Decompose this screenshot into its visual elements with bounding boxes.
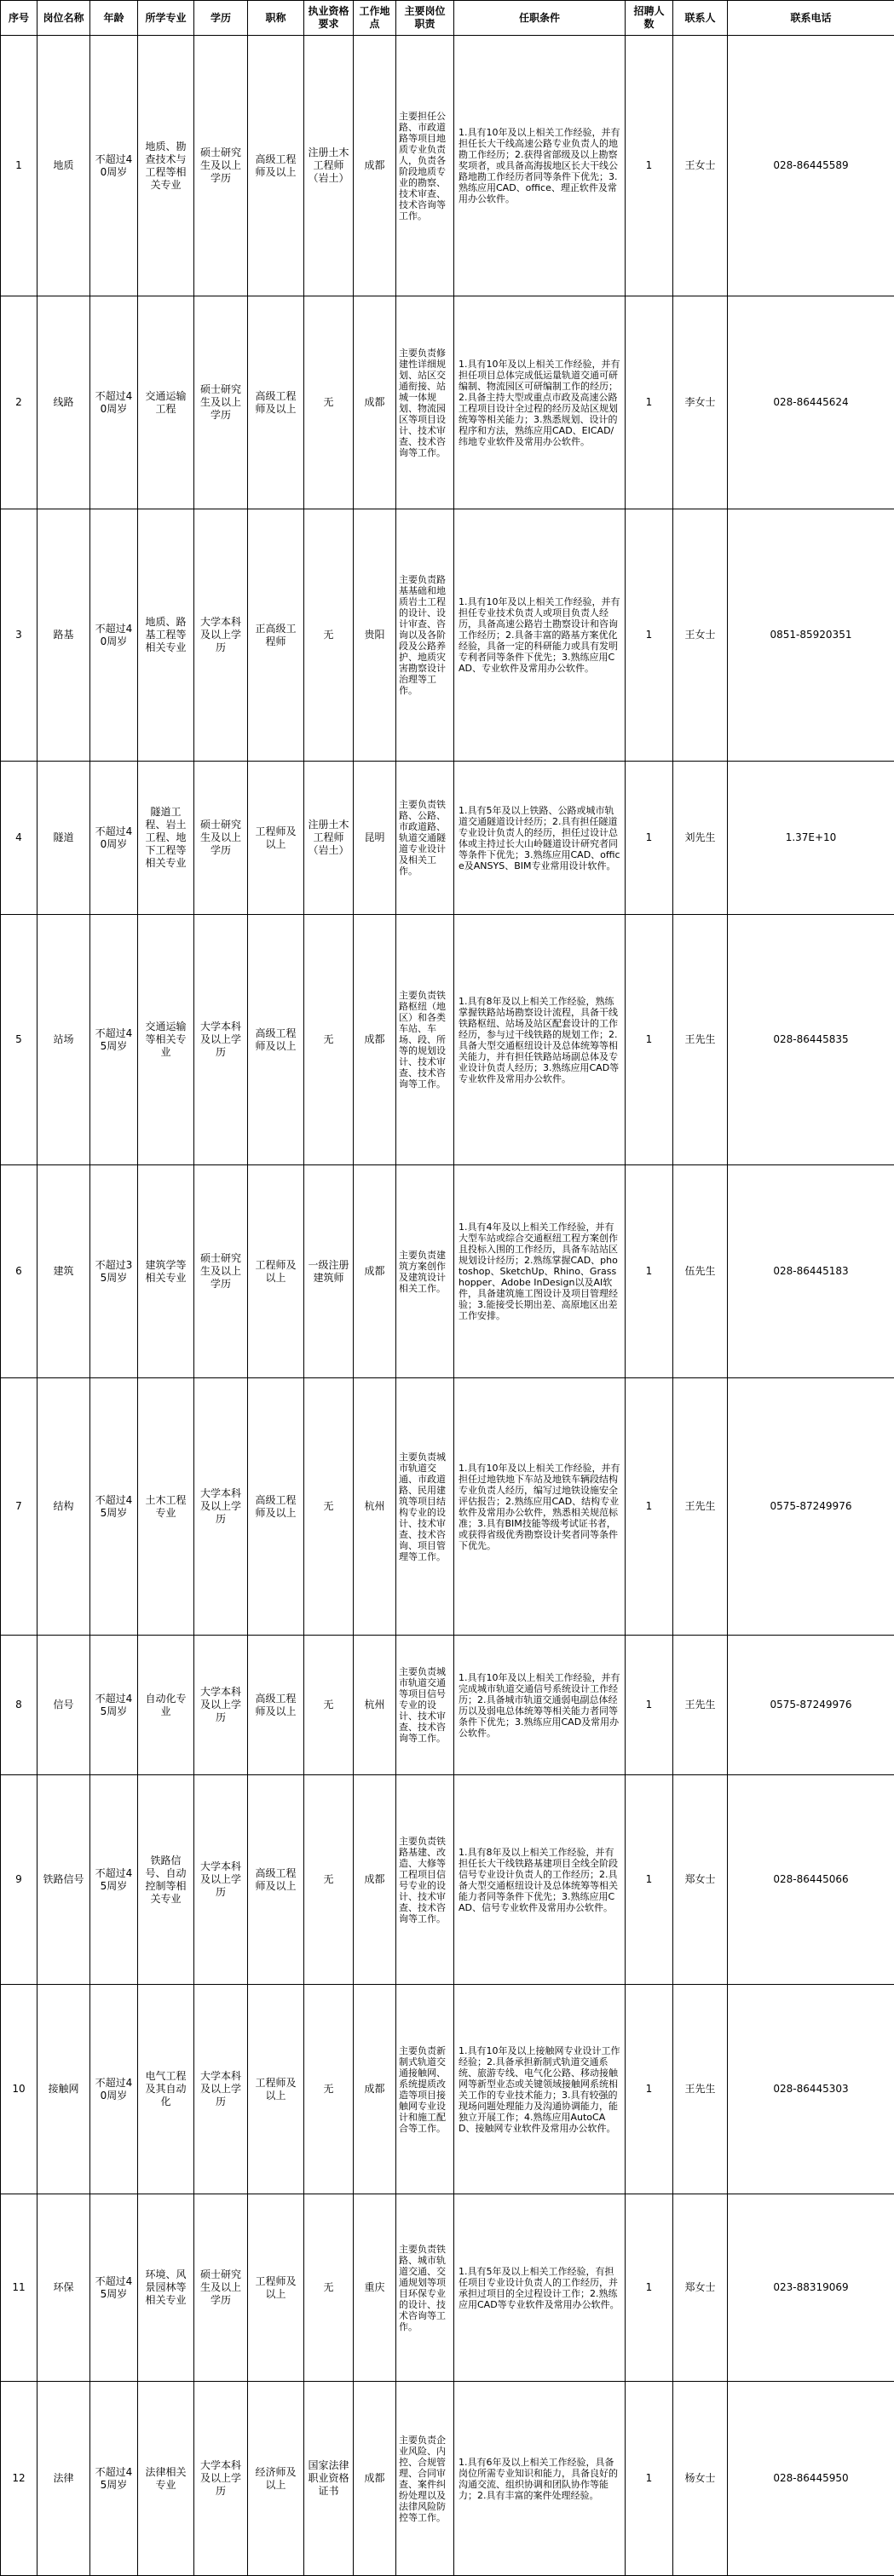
cell-contact-phone: 028-86445950 bbox=[728, 2382, 894, 2576]
cell-row-number: 12 bbox=[1, 2382, 37, 2576]
header-age: 年龄 bbox=[90, 1, 138, 36]
cell-age-limit: 不超过40周岁 bbox=[90, 762, 138, 915]
cell-qualification: 无 bbox=[304, 915, 354, 1165]
cell-qualification: 无 bbox=[304, 1985, 354, 2194]
cell-contact-phone: 0851-85920351 bbox=[728, 509, 894, 762]
header-title: 职称 bbox=[248, 1, 304, 36]
cell-headcount: 1 bbox=[626, 762, 673, 915]
cell-contact-phone: 028-86445624 bbox=[728, 296, 894, 509]
cell-requirements: 1.具有10年及以上相关工作经验，并有完成城市轨道交通信号系统设计工作经历；2.具备城市轨道交通弱电副总体经历以及弱电总体统筹等相关能力者同等条件下优先；3.熟练应用CAD及常用办公软件。 bbox=[454, 1636, 626, 1775]
table-row bbox=[1, 36, 894, 296]
cell-headcount: 1 bbox=[626, 2382, 673, 2576]
cell-work-location: 杭州 bbox=[354, 1378, 396, 1636]
cell-education: 硕士研究生及以上学历 bbox=[194, 296, 248, 509]
cell-post-name: 铁路信号 bbox=[37, 1775, 90, 1985]
cell-work-location: 昆明 bbox=[354, 762, 396, 915]
cell-post-name: 隧道 bbox=[37, 762, 90, 915]
cell-work-location: 杭州 bbox=[354, 1636, 396, 1775]
cell-contact-person: 杨女士 bbox=[673, 2382, 728, 2576]
cell-work-location: 成都 bbox=[354, 296, 396, 509]
cell-contact-phone: 1.37E+10 bbox=[728, 762, 894, 915]
cell-work-location: 重庆 bbox=[354, 2194, 396, 2382]
cell-age-limit: 不超过40周岁 bbox=[90, 1985, 138, 2194]
cell-qualification: 一级注册建筑师 bbox=[304, 1165, 354, 1378]
cell-duty: 主要负责铁路枢纽（地区）和各类车站、车场、段、所等的规划设计、技术审查、技术咨询等工作。 bbox=[396, 915, 454, 1165]
cell-education: 大学本科及以上学历 bbox=[194, 915, 248, 1165]
table-row bbox=[1, 2194, 894, 2382]
cell-post-name: 法律 bbox=[37, 2382, 90, 2576]
cell-headcount: 1 bbox=[626, 915, 673, 1165]
cell-contact-person: 郑女士 bbox=[673, 2194, 728, 2382]
cell-qualification: 无 bbox=[304, 1378, 354, 1636]
header-cert: 执业资格要求 bbox=[304, 1, 354, 36]
cell-professional-title: 高级工程师及以上 bbox=[248, 915, 304, 1165]
cell-major: 交通运输工程 bbox=[138, 296, 194, 509]
cell-headcount: 1 bbox=[626, 296, 673, 509]
cell-age-limit: 不超过45周岁 bbox=[90, 1378, 138, 1636]
cell-work-location: 成都 bbox=[354, 2382, 396, 2576]
cell-headcount: 1 bbox=[626, 509, 673, 762]
header-place: 工作地点 bbox=[354, 1, 396, 36]
header-num: 招聘人数 bbox=[626, 1, 673, 36]
cell-headcount: 1 bbox=[626, 1165, 673, 1378]
cell-duty: 主要负责新制式轨道交通接触网、系统提质改造等项目接触网专业设计和施工配合等工作。 bbox=[396, 1985, 454, 2194]
cell-major: 建筑学等相关专业 bbox=[138, 1165, 194, 1378]
cell-qualification: 无 bbox=[304, 509, 354, 762]
cell-professional-title: 工程师及以上 bbox=[248, 762, 304, 915]
cell-education: 大学本科及以上学历 bbox=[194, 2382, 248, 2576]
cell-contact-phone: 0575-87249976 bbox=[728, 1378, 894, 1636]
cell-headcount: 1 bbox=[626, 1775, 673, 1985]
cell-major: 隧道工程、岩土工程、地下工程等相关专业 bbox=[138, 762, 194, 915]
cell-requirements: 1.具有8年及以上相关工作经验，熟练掌握铁路站场勘察设计流程，具备干线铁路枢纽、站场及站区配套设计的工作经历，参与过干线铁路的规划工作；2.具备大型交通枢纽设计及总体统筹等相关能力，并有担任铁路站场副总体及专业设计负责人经历；3.熟练应用CAD等专业软件及常用办公软件。 bbox=[454, 915, 626, 1165]
cell-duty: 主要负责路基基础和地质岩土工程的设计、设计审查、咨询以及各阶段及公路养护、地质灾害勘察设计治理等工作。 bbox=[396, 509, 454, 762]
table-row bbox=[1, 509, 894, 762]
cell-professional-title: 正高级工程师 bbox=[248, 509, 304, 762]
cell-education: 硕士研究生及以上学历 bbox=[194, 1165, 248, 1378]
cell-contact-person: 王先生 bbox=[673, 1985, 728, 2194]
header-phone: 联系电话 bbox=[728, 1, 894, 36]
cell-education: 大学本科及以上学历 bbox=[194, 1636, 248, 1775]
cell-requirements: 1.具有5年及以上相关工作经验，有担任项目专业设计负责人的工作经历，并承担过项目的全过程设计工作；2.熟练应用CAD等专业软件及常用办公软件。 bbox=[454, 2194, 626, 2382]
cell-row-number: 11 bbox=[1, 2194, 37, 2382]
cell-contact-person: 王先生 bbox=[673, 915, 728, 1165]
cell-age-limit: 不超过35周岁 bbox=[90, 1165, 138, 1378]
cell-requirements: 1.具有4年及以上相关工作经验，并有大型车站或综合交通枢纽工程方案创作且投标入围的工作经历，具备车站站区规划设计经历；2.熟练掌握CAD、photoshop、SketchUp、Rhino、Grasshopper、Adobe InDesign以及AI软件，具备建筑施工图设计及项目管理经验；3.能接受长期出差、高原地区出差工作安排。 bbox=[454, 1165, 626, 1378]
cell-professional-title: 高级工程师及以上 bbox=[248, 1636, 304, 1775]
cell-duty: 主要负责企业风险、内控、合规管理、合同审查、案件纠纷处理以及法律风险防控等工作。 bbox=[396, 2382, 454, 2576]
cell-contact-phone: 0575-87249976 bbox=[728, 1636, 894, 1775]
header-row bbox=[1, 1, 894, 36]
table-row bbox=[1, 1165, 894, 1378]
cell-major: 地质、勘查技术与工程等相关专业 bbox=[138, 36, 194, 296]
table-row bbox=[1, 1775, 894, 1985]
cell-post-name: 信号 bbox=[37, 1636, 90, 1775]
cell-contact-phone: 028-86445303 bbox=[728, 1985, 894, 2194]
cell-requirements: 1.具有10年及以上相关工作经验，并有担任长大干线高速公路专业负责人的地勘工作经历；2.获得省部级及以上勘察奖项者，或具备高海拔地区长大干线公路地勘工作经历者同等条件下优先；3.熟练应用CAD、office、理正软件及常用办公软件。 bbox=[454, 36, 626, 296]
cell-work-location: 成都 bbox=[354, 915, 396, 1165]
cell-post-name: 线路 bbox=[37, 296, 90, 509]
cell-major: 地质、路基工程等相关专业 bbox=[138, 509, 194, 762]
cell-row-number: 5 bbox=[1, 915, 37, 1165]
cell-professional-title: 工程师及以上 bbox=[248, 2194, 304, 2382]
cell-age-limit: 不超过40周岁 bbox=[90, 36, 138, 296]
cell-headcount: 1 bbox=[626, 1636, 673, 1775]
cell-qualification: 无 bbox=[304, 1775, 354, 1985]
cell-major: 土木工程专业 bbox=[138, 1378, 194, 1636]
cell-contact-phone: 028-86445835 bbox=[728, 915, 894, 1165]
cell-duty: 主要负责铁路、城市轨道交通、交通规划等项目环保专业的设计、技术咨询等工作。 bbox=[396, 2194, 454, 2382]
cell-major: 电气工程及其自动化 bbox=[138, 1985, 194, 2194]
cell-major: 铁路信号、自动控制等相关专业 bbox=[138, 1775, 194, 1985]
cell-qualification: 注册土木工程师（岩土） bbox=[304, 36, 354, 296]
table-row bbox=[1, 296, 894, 509]
cell-age-limit: 不超过45周岁 bbox=[90, 2194, 138, 2382]
cell-headcount: 1 bbox=[626, 1985, 673, 2194]
cell-professional-title: 工程师及以上 bbox=[248, 1985, 304, 2194]
cell-post-name: 地质 bbox=[37, 36, 90, 296]
cell-professional-title: 高级工程师及以上 bbox=[248, 36, 304, 296]
header-req: 任职条件 bbox=[454, 1, 626, 36]
cell-contact-person: 王先生 bbox=[673, 1636, 728, 1775]
cell-post-name: 结构 bbox=[37, 1378, 90, 1636]
cell-major: 自动化专业 bbox=[138, 1636, 194, 1775]
cell-age-limit: 不超过45周岁 bbox=[90, 1775, 138, 1985]
cell-duty: 主要负责修建性详细规划、站区交通衔接、站城一体规划、物流园区等项目设计、技术审查、技术咨询等工作。 bbox=[396, 296, 454, 509]
header-duty: 主要岗位职责 bbox=[396, 1, 454, 36]
cell-requirements: 1.具有8年及以上相关工作经验，并有担任长大干线铁路基建项目全线全阶段信号专业设计负责人的工作经历；2.具备大型交通枢纽设计及总体统筹等相关能力者同等条件下优先；3.熟练应用CAD、信号专业软件及常用办公软件。 bbox=[454, 1775, 626, 1985]
header-post: 岗位名称 bbox=[37, 1, 90, 36]
cell-requirements: 1.具有10年及以上相关工作经验，并有担任项目总体完成低运量轨道交通可研编制、物流园区可研编制工作的经历；2.具备主持大型或重点市政及高速公路工程项目设计全过程的经历及站区规划统筹等相关能力；3.熟悉规划、设计的程序和方法，熟练应用CAD、EICAD/纬地专业软件及常用办公软件。 bbox=[454, 296, 626, 509]
cell-requirements: 1.具有10年及以上接触网专业设计工作经验；2.具备承担新制式轨道交通系统、旅游专线、电气化公路、移动接触网等新型业态或关键领域接触网系统相关工作的专业技术能力；3.具有较强的现场问题处理能力及沟通协调能力，能独立开展工作；4.熟练应用AutoCAD、接触网专业软件及常用办公软件。 bbox=[454, 1985, 626, 2194]
cell-duty: 主要负责城市轨道交通、市政道路、民用建筑等项目结构专业的设计、技术审查、技术咨询、项目管理等工作。 bbox=[396, 1378, 454, 1636]
cell-row-number: 7 bbox=[1, 1378, 37, 1636]
cell-major: 交通运输等相关专业 bbox=[138, 915, 194, 1165]
cell-row-number: 1 bbox=[1, 36, 37, 296]
table-row bbox=[1, 762, 894, 915]
cell-qualification: 注册土木工程师（岩土） bbox=[304, 762, 354, 915]
table-row bbox=[1, 1378, 894, 1636]
cell-post-name: 建筑 bbox=[37, 1165, 90, 1378]
cell-major: 环境、风景园林等相关专业 bbox=[138, 2194, 194, 2382]
cell-contact-person: 王先生 bbox=[673, 1378, 728, 1636]
cell-education: 大学本科及以上学历 bbox=[194, 1378, 248, 1636]
cell-duty: 主要负责城市轨道交通等项目信号专业的设计、技术审查、技术咨询等工作。 bbox=[396, 1636, 454, 1775]
cell-age-limit: 不超过45周岁 bbox=[90, 1636, 138, 1775]
cell-professional-title: 高级工程师及以上 bbox=[248, 1378, 304, 1636]
cell-qualification: 无 bbox=[304, 296, 354, 509]
cell-professional-title: 经济师及以上 bbox=[248, 2382, 304, 2576]
cell-education: 硕士研究生及以上学历 bbox=[194, 762, 248, 915]
cell-requirements: 1.具有10年及以上相关工作经验，并有担任专业技术负责人或项目负责人经历，具备高速公路岩土勘察设计和咨询工作经历；2.具备丰富的路基方案优化经验，具备一定的科研能力或具有发明专利者同等条件下优先；3.熟练应用CAD、专业软件及常用办公软件。 bbox=[454, 509, 626, 762]
cell-row-number: 8 bbox=[1, 1636, 37, 1775]
header-no: 序号 bbox=[1, 1, 37, 36]
cell-contact-person: 王女士 bbox=[673, 509, 728, 762]
cell-qualification: 国家法律职业资格证书 bbox=[304, 2382, 354, 2576]
cell-duty: 主要负责铁路、公路、市政道路、轨道交通隧道专业设计及相关工作。 bbox=[396, 762, 454, 915]
cell-requirements: 1.具有5年及以上铁路、公路或城市轨道交通隧道设计经历；2.具有担任隧道专业设计负责人的经历，担任过设计总体或主持过长大山岭隧道设计研究者同等条件下优先；3.熟练应用CAD、office及ANSYS、BIM专业常用设计软件。 bbox=[454, 762, 626, 915]
cell-post-name: 接触网 bbox=[37, 1985, 90, 2194]
cell-headcount: 1 bbox=[626, 1378, 673, 1636]
cell-contact-person: 王女士 bbox=[673, 36, 728, 296]
table-row bbox=[1, 1985, 894, 2194]
cell-work-location: 成都 bbox=[354, 36, 396, 296]
cell-work-location: 成都 bbox=[354, 1165, 396, 1378]
header-contact: 联系人 bbox=[673, 1, 728, 36]
cell-contact-person: 刘先生 bbox=[673, 762, 728, 915]
table-row bbox=[1, 1636, 894, 1775]
cell-contact-person: 李女士 bbox=[673, 296, 728, 509]
cell-headcount: 1 bbox=[626, 36, 673, 296]
cell-contact-phone: 028-86445066 bbox=[728, 1775, 894, 1985]
cell-work-location: 贵阳 bbox=[354, 509, 396, 762]
header-edu: 学历 bbox=[194, 1, 248, 36]
table-row bbox=[1, 915, 894, 1165]
cell-education: 大学本科及以上学历 bbox=[194, 1985, 248, 2194]
cell-row-number: 2 bbox=[1, 296, 37, 509]
cell-requirements: 1.具有6年及以上相关工作经验，具备岗位所需专业知识和能力，具备良好的沟通交流、组织协调和团队协作等能力；2.具有丰富的案件处理经验。 bbox=[454, 2382, 626, 2576]
cell-major: 法律相关专业 bbox=[138, 2382, 194, 2576]
cell-contact-phone: 028-86445183 bbox=[728, 1165, 894, 1378]
cell-education: 大学本科及以上学历 bbox=[194, 509, 248, 762]
cell-requirements: 1.具有10年及以上相关工作经验，并有担任过地铁地下车站及地铁车辆段结构专业负责人经历，编写过地铁设施安全评估报告；2.熟练应用CAD、结构专业软件及常用办公软件，熟悉相关规范标准；3.具有BIM技能等级考试证书者，或获得省级优秀勘察设计奖者同等条件下优先。 bbox=[454, 1378, 626, 1636]
cell-post-name: 路基 bbox=[37, 509, 90, 762]
cell-professional-title: 高级工程师及以上 bbox=[248, 296, 304, 509]
table-row bbox=[1, 2382, 894, 2576]
cell-post-name: 站场 bbox=[37, 915, 90, 1165]
cell-duty: 主要担任公路、市政道路等项目地质专业负责人，负责各阶段地质专业的勘察、技术审查、技术咨询等工作。 bbox=[396, 36, 454, 296]
cell-contact-phone: 023-88319069 bbox=[728, 2194, 894, 2382]
cell-education: 硕士研究生及以上学历 bbox=[194, 2194, 248, 2382]
cell-qualification: 无 bbox=[304, 1636, 354, 1775]
cell-education: 大学本科及以上学历 bbox=[194, 1775, 248, 1985]
cell-work-location: 成都 bbox=[354, 1775, 396, 1985]
cell-row-number: 9 bbox=[1, 1775, 37, 1985]
cell-age-limit: 不超过45周岁 bbox=[90, 915, 138, 1165]
cell-contact-phone: 028-86445589 bbox=[728, 36, 894, 296]
cell-professional-title: 工程师及以上 bbox=[248, 1165, 304, 1378]
cell-duty: 主要负责铁路基建、改造、大修等工程项目信号专业的设计、技术审查、技术咨询等工作。 bbox=[396, 1775, 454, 1985]
cell-post-name: 环保 bbox=[37, 2194, 90, 2382]
header-major: 所学专业 bbox=[138, 1, 194, 36]
cell-contact-person: 伍先生 bbox=[673, 1165, 728, 1378]
cell-professional-title: 高级工程师及以上 bbox=[248, 1775, 304, 1985]
cell-age-limit: 不超过40周岁 bbox=[90, 296, 138, 509]
cell-work-location: 成都 bbox=[354, 1985, 396, 2194]
cell-headcount: 1 bbox=[626, 2194, 673, 2382]
cell-row-number: 4 bbox=[1, 762, 37, 915]
cell-duty: 主要负责建筑方案创作及建筑设计相关工作。 bbox=[396, 1165, 454, 1378]
cell-age-limit: 不超过40周岁 bbox=[90, 509, 138, 762]
cell-qualification: 无 bbox=[304, 2194, 354, 2382]
cell-education: 硕士研究生及以上学历 bbox=[194, 36, 248, 296]
cell-contact-person: 郑女士 bbox=[673, 1775, 728, 1985]
cell-row-number: 3 bbox=[1, 509, 37, 762]
cell-age-limit: 不超过45周岁 bbox=[90, 2382, 138, 2576]
cell-row-number: 10 bbox=[1, 1985, 37, 2194]
cell-row-number: 6 bbox=[1, 1165, 37, 1378]
